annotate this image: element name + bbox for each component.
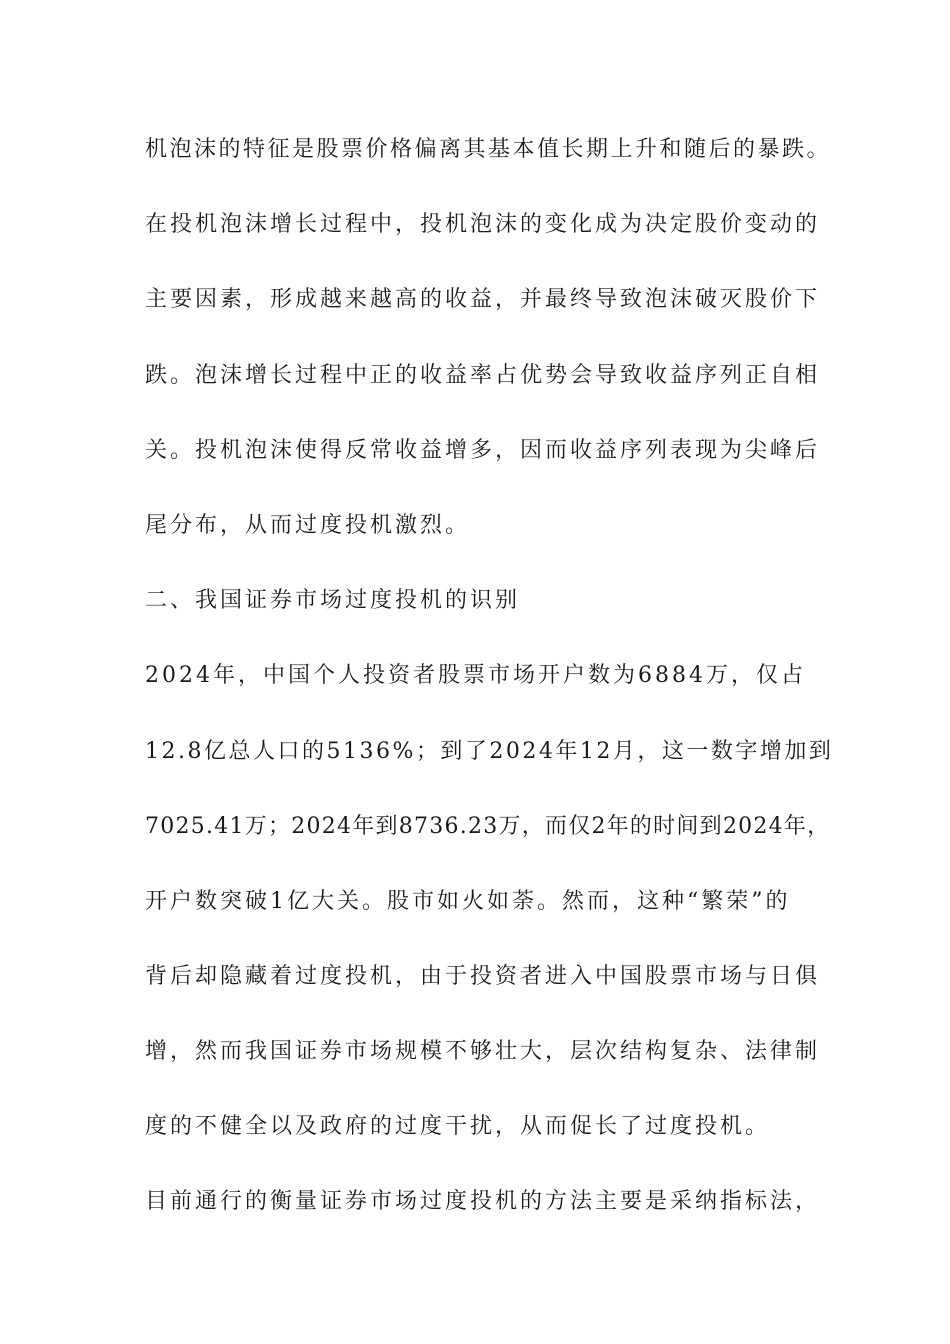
- text-line: 背后却隐藏着过度投机，由于投资者进入中国股票市场与日俱: [145, 964, 821, 989]
- text-line: 主要因素，形成越来越高的收益，并最终导致泡沫破灭股价下: [145, 287, 821, 312]
- text-line: 跌。泡沫增长过程中正的收益率占优势会导致收益序列正自相: [145, 363, 821, 388]
- text-line: 7025.41万；2024年到8736.23万，而仅2年的时间到2024年，: [145, 814, 831, 839]
- text-line: 尾分布，从而过度投机激烈。: [145, 513, 471, 538]
- text-line: 关。投机泡沫使得反常收益增多，因而收益序列表现为尖峰后: [145, 438, 821, 463]
- text-line: 增，然而我国证券市场规模不够壮大，层次结构复杂、法律制: [145, 1039, 821, 1064]
- text-line: 2024年，中国个人投资者股票市场开户数为6884万，仅占: [145, 663, 806, 688]
- text-line: 度的不健全以及政府的过度干扰，从而促长了过度投机。: [145, 1114, 771, 1139]
- text-line: 12.8亿总人口的5136%；到了2024年12月，这一数字增加到: [145, 739, 834, 764]
- text-line: 在投机泡沫增长过程中，投机泡沫的变化成为决定股价变动的: [145, 212, 821, 237]
- text-line: 开户数突破1亿大关。股市如火如荼。然而，这种“繁荣”的: [145, 889, 791, 914]
- text-line: 目前通行的衡量证券市场过度投机的方法主要是采纳指标法，: [145, 1189, 821, 1214]
- text-line: 机泡沫的特征是股票价格偏离其基本值长期上升和随后的暴跌。: [145, 137, 832, 162]
- section-heading: 二、我国证券市场过度投机的识别: [145, 588, 521, 613]
